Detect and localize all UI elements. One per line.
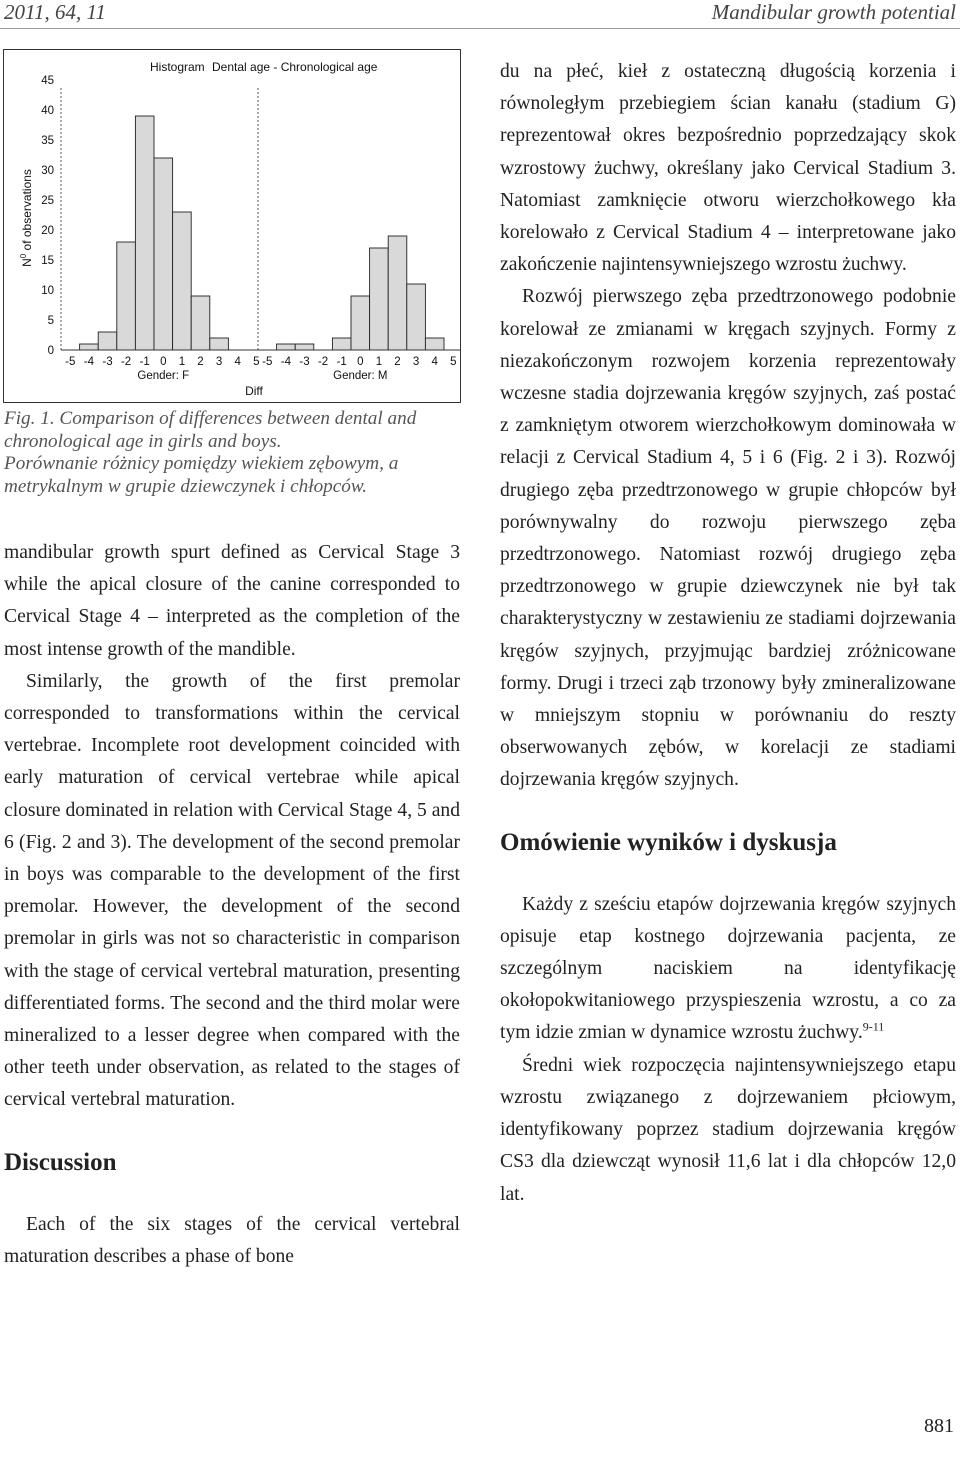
running-header-left: 2011, 64, 11: [4, 0, 106, 24]
histogram-bar: [117, 242, 136, 350]
x-tick-label: -5: [65, 356, 76, 368]
y-axis-label-sup: 0: [19, 253, 28, 259]
x-tick-label: 3: [215, 356, 223, 368]
x-tick-label: -3: [299, 356, 310, 368]
histogram-bar: [332, 338, 351, 350]
histogram-bar: [277, 344, 296, 350]
histogram-bar: [135, 116, 154, 350]
series-label: Gender: M: [333, 370, 388, 382]
paragraph: Similarly, the growth of the first premolar corresponded to transformations within the cervical vertebrae. Incomplete root development coincided with early maturation of cervical vertebrae while apical closure dominated in relation with Cervical Stage 4, 5 and 6 (Fig. 2 and 3). The development of the second premolar in boys was comparable to the development of the first premolar. However, the development of the second premolar in girls was not so characteristic in comparison with the stage of cervical vertebral maturation, presenting differentiated forms. The second and the third molar were mineralized to a lesser degree when compared with the other teeth under observation, as related to the stages of cervical vertebral maturation.: [4, 670, 460, 1111]
histogram-bar: [295, 344, 314, 350]
histogram-bar: [173, 212, 192, 350]
histogram-bar: [425, 338, 444, 350]
paragraph: [500, 889, 956, 1050]
y-axis-label: [19, 169, 34, 267]
x-tick-label: 4: [234, 356, 241, 368]
paragraph: du na płeć, kieł z ostateczną długością korzenia i równoległym przebiegiem ścian kanału (stadium G) reprezentował okres bezpośrednio poprzedzający skok wzrostowy żuchwy, określany jako Cervical Stadium 3. Natomiast zamknięcie otworu wierzchołkowego kła korelowało z Cervical Stadium 4 – interpretowane jako zakończenie najintensywniejszego wzrostu żuchwy.: [500, 61, 956, 276]
x-tick-label: 0: [357, 356, 364, 368]
y-tick-label: 10: [41, 285, 54, 297]
figure-histogram: [3, 49, 461, 403]
paragraph: Średni wiek rozpoczęcia najintensywniejszego etapu wzrostu związanego z dojrzewaniem płciowym, identyfikowany poprzez stadium dojrzewania kręgów CS3 dla dziewcząt wynosił 11,6 lat i dla chłopców 12,0 lat.: [500, 1054, 956, 1205]
histogram-bar: [407, 284, 426, 350]
x-tick-label: -5: [262, 356, 273, 368]
y-axis-label-rest: of observations: [20, 169, 34, 254]
paragraph: Rozwój pierwszego zęba przedtrzonowego podobnie korelował ze zmianami w kręgach szyjnych. Formy z niezakończonym rozwojem korzenia reprezentowały wczesne stadia dojrzewania kręgów szyjnych, zaś postać z zamkniętym otworem wierzchołkowym dominowała w relacji z Cervical Stadium 4, 5 i 6 (Fig. 2 i 3). Rozwój drugiego zęba przedtrzonowego w grupie chłopców był porównywalny do rozwoju pierwszego zęba przedtrzonowego. Natomiast rozwój drugiego zęba przedtrzonowego w grupie dziewczynek nie był tak charakterystyczny w zestawieniu ze stadiami dojrzewania kręgów szyjnych, przyjmując bardziej zróżnicowane formy. Drugi i trzeci ząb trzonowy były zmineralizowane w mniejszym stopniu w porównaniu do reszty obserwowanych zębów, w korelacji ze stadiami dojrzewania kręgów szyjnych.: [500, 286, 956, 791]
x-tick-label: -2: [120, 356, 132, 368]
histogram-chart: [4, 50, 460, 402]
x-tick-label: 1: [178, 356, 186, 368]
y-tick-label: 15: [41, 255, 54, 267]
caption-english: Fig. 1. Comparison of differences between dental and chronological age in girls and boys.: [4, 408, 417, 452]
x-tick-label: 0: [160, 356, 167, 368]
y-tick-label: 25: [41, 195, 54, 207]
histogram-bar: [154, 158, 173, 350]
histogram-bar: [370, 248, 389, 350]
section-heading-discussion: Discussion: [4, 1148, 117, 1176]
histogram-bar: [351, 296, 370, 350]
x-axis-label: Diff: [245, 384, 263, 398]
y-tick-label: 30: [41, 165, 54, 177]
histogram-bar: [80, 344, 99, 350]
x-tick-label: 4: [431, 356, 438, 368]
caption-polish: Porównanie różnicy pomiędzy wiekiem zębowym, a metrykalnym w grupie dziewczynek i chłopców.: [4, 453, 399, 497]
y-tick-label: 20: [41, 225, 54, 237]
series-label: Gender: F: [137, 370, 190, 382]
x-tick-label: -2: [317, 356, 329, 368]
y-tick-label: 45: [41, 75, 54, 87]
histogram-bar: [191, 296, 210, 350]
histogram-bar: [388, 236, 407, 350]
x-tick-label: 1: [375, 356, 383, 368]
right-column: [500, 56, 956, 1211]
paragraph: Each of the six stages of the cervical vertebral maturation describes a phase of bone: [4, 1213, 460, 1267]
left-column: [4, 537, 460, 1273]
x-tick-label: -4: [83, 356, 95, 368]
x-tick-label: 3: [412, 356, 420, 368]
y-axis-label-n: N: [20, 258, 34, 267]
y-tick-label: 35: [41, 135, 54, 147]
chart-title-right: Dental age - Chronological age: [212, 60, 378, 74]
y-tick-label: 5: [47, 315, 54, 327]
y-tick-label: 40: [41, 105, 54, 117]
page-number: 881: [924, 1415, 954, 1437]
x-tick-label: -1: [336, 356, 347, 368]
histogram-bar: [98, 332, 117, 350]
x-tick-label: 2: [197, 356, 204, 368]
reference-superscript: 9-11: [862, 1019, 885, 1034]
running-header-right: Mandibular growth potential: [711, 0, 956, 24]
chart-title-left: Histogram: [150, 60, 205, 74]
section-heading-omowienie: Omówienie wyników i dyskusja: [500, 828, 837, 856]
histogram-bar: [210, 338, 229, 350]
figure-caption: [4, 408, 460, 498]
header-rule: [0, 28, 960, 29]
y-tick-label: 0: [47, 345, 54, 357]
x-tick-label: 5: [253, 356, 260, 368]
x-tick-label: 2: [394, 356, 401, 368]
x-tick-label: -1: [139, 356, 150, 368]
paragraph: mandibular growth spurt defined as Cervical Stage 3 while the apical closure of the canine corresponded to Cervical Stage 4 – interpreted as the completion of the most intense growth of the mandible.: [4, 542, 460, 660]
paragraph-text: Każdy z sześciu etapów dojrzewania kręgów szyjnych opisuje etap kostnego dojrzewania pacjenta, ze szczególnym naciskiem na identyfikację okołopokwitaniowego przyspieszenia wzrostu, a co za tym idzie zmian w dynamice wzrostu żuchwy.: [500, 893, 956, 1044]
x-tick-label: 5: [450, 356, 457, 368]
x-tick-label: -3: [102, 356, 113, 368]
x-tick-label: -4: [280, 356, 292, 368]
